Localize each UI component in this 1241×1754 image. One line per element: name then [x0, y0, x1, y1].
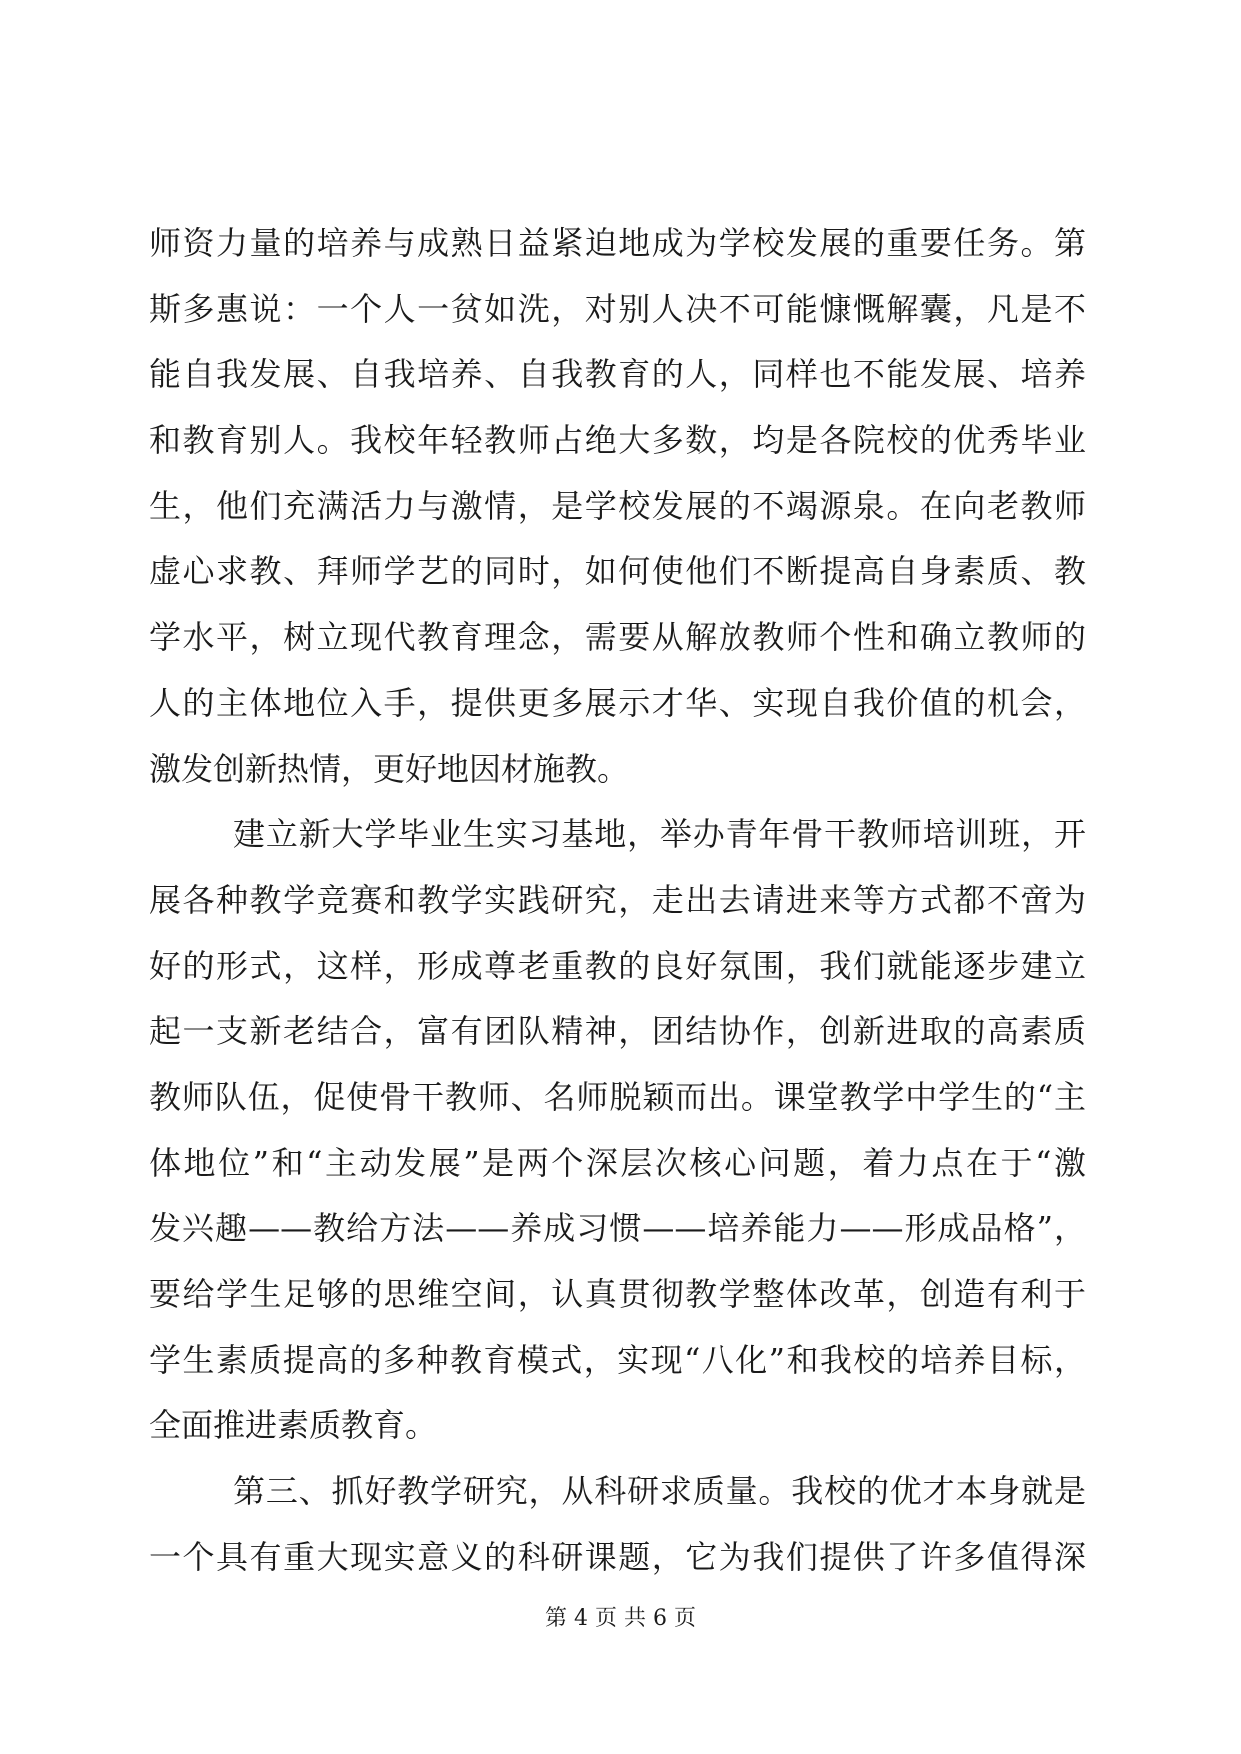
text-line: 虚心求教、拜师学艺的同时，如何使他们不断提高自身素质、教	[149, 552, 1086, 591]
paragraph-first-line: 建立新大学毕业生实习基地，举办青年骨干教师培训班，开	[233, 815, 1086, 854]
text-line: 学生素质提高的多种教育模式，实现“八化”和我校的培养目标，	[149, 1340, 1086, 1379]
text-line: 能自我发展、自我培养、自我教育的人，同样也不能发展、培养	[149, 355, 1086, 394]
text-line: 全面推进素质教育。	[149, 1406, 438, 1445]
text-line: 好的形式，这样，形成尊老重教的良好氛围，我们就能逐步建立	[149, 946, 1086, 985]
text-line: 人的主体地位入手，提供更多展示才华、实现自我价值的机会，	[149, 683, 1086, 722]
text-line: 生，他们充满活力与激情，是学校发展的不竭源泉。在向老教师	[149, 486, 1086, 525]
text-line: 教师队伍，促使骨干教师、名师脱颖而出。课堂教学中学生的“主	[149, 1077, 1086, 1116]
paragraph-first-line: 第三、抓好教学研究，从科研求质量。我校的优才本身就是	[233, 1472, 1086, 1511]
text-line: 和教育别人。我校年轻教师占绝大多数，均是各院校的优秀毕业	[149, 421, 1086, 460]
text-line: 要给学生足够的思维空间，认真贯彻教学整体改革，创造有利于	[149, 1275, 1086, 1313]
text-line: 师资力量的培养与成熟日益紧迫地成为学校发展的重要任务。第	[149, 224, 1086, 262]
text-line: 起一支新老结合，富有团队精神，团结协作，创新进取的高素质	[149, 1012, 1086, 1051]
text-line: 学水平，树立现代教育理念，需要从解放教师个性和确立教师的	[149, 618, 1086, 657]
text-line: 展各种教学竞赛和教学实践研究，走出去请进来等方式都不啻为	[149, 880, 1086, 919]
page-footer: 第 4 页 共 6 页	[545, 1606, 696, 1631]
text-line: 体地位”和“主动发展”是两个深层次核心问题，着力点在于“激	[149, 1143, 1086, 1182]
body-text	[149, 221, 1086, 1600]
text-line: 斯多惠说：一个人一贫如洗，对别人决不可能慷慨解囊，凡是不	[149, 289, 1086, 328]
text-line: 一个具有重大现实意义的科研课题，它为我们提供了许多值得深	[149, 1537, 1086, 1576]
text-line: 发兴趣——教给方法——养成习惯——培养能力——形成品格”，	[149, 1209, 1086, 1248]
text-line: 激发创新热情，更好地因材施教。	[149, 749, 630, 788]
